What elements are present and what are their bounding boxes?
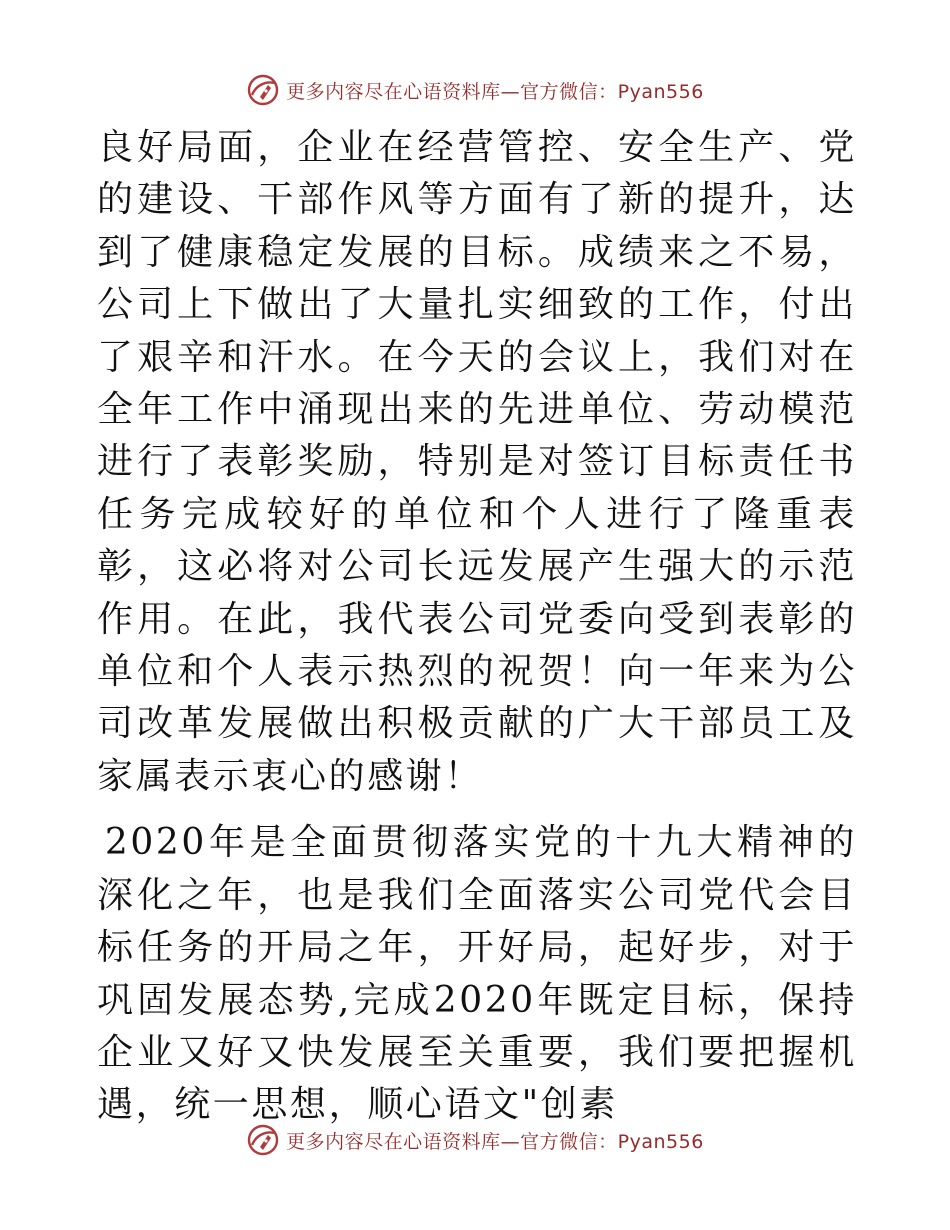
header-banner-separator: — <box>500 80 521 103</box>
header-banner-text <box>286 77 704 104</box>
footer-banner-separator: — <box>500 1130 521 1153</box>
footer-banner-title: 更多内容尽在心语资料库 <box>286 1130 501 1153</box>
footer-banner <box>0 1120 950 1160</box>
header-banner <box>0 70 950 110</box>
paragraph: 良好局面，企业在经营管控、安全生产、党的建设、干部作风等方面有了新的提升，达到了健康稳定发展的目标。成绩来之不易，公司上下做出了大量扎实细致的工作，付出了艰辛和汗水。在今天的会议上，我们对在全年工作中涌现出来的先进单位、劳动模范进行了表彰奖励，特别是对签订目标责任书任务完成较好的单位和个人进行了隆重表彰，这必将对公司长远发展产生强大的示范作用。在此，我代表公司党委向受到表彰的单位和个人表示热烈的祝贺！向一年来为公司改革发展做出积极贡献的广大干部员工及家属表示衷心的感谢！ <box>97 127 857 797</box>
paragraph: 2020年是全面贯彻落实党的十九大精神的深化之年，也是我们全面落实公司党代会目标任务的开局之年，开好局，起好步，对于巩固发展态势,完成2020年既定目标，保持企业又好又快发展至关重要，我们要把握机遇，统一思想，顺心语文"创素 <box>97 822 857 1126</box>
footer-banner-contact: 官方微信：Pyan556 <box>520 1130 704 1153</box>
header-banner-title: 更多内容尽在心语资料库 <box>286 80 501 103</box>
header-banner-contact: 官方微信：Pyan556 <box>520 80 704 103</box>
pen-nib-logo-icon <box>246 1123 280 1157</box>
footer-banner-text <box>286 1127 704 1154</box>
pen-nib-logo-icon <box>246 73 280 107</box>
document-body <box>97 122 857 1132</box>
